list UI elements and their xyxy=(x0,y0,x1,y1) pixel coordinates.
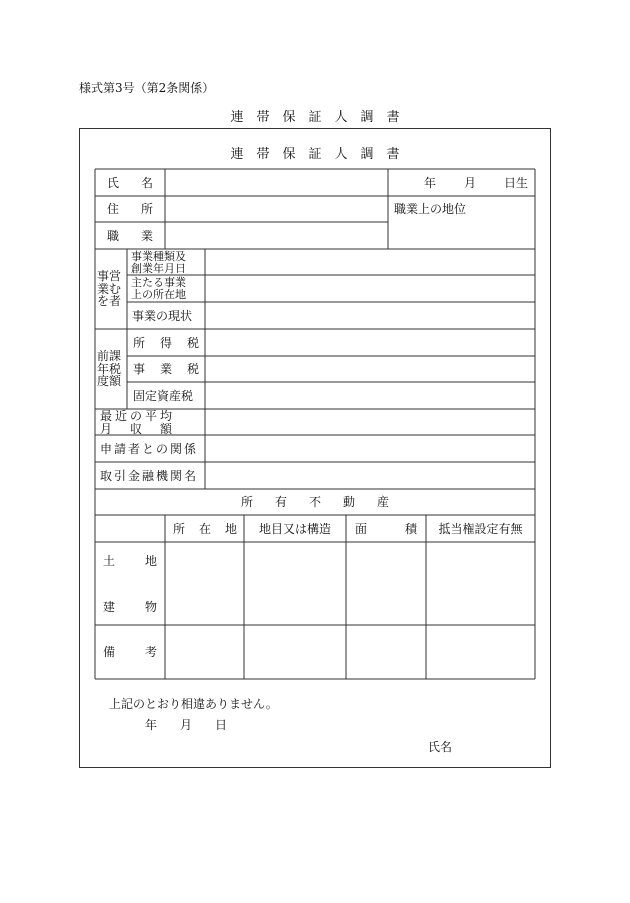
bank-field[interactable] xyxy=(206,463,534,489)
property-tax-field[interactable] xyxy=(206,383,534,409)
monthly-income-field[interactable] xyxy=(206,410,534,435)
tax-group-label: 前課 年税 度額 xyxy=(97,349,122,389)
real-estate-title: 所有不動産 xyxy=(240,495,411,510)
land-label: 土 地 xyxy=(103,553,157,568)
re-header-area: 面 積 xyxy=(355,521,417,536)
income-tax-label: 所 得 税 xyxy=(133,335,199,350)
business-location-label: 主たる事業 上の所在地 xyxy=(131,276,186,301)
birth-date: 年 月 日生 xyxy=(424,175,528,190)
monthly-income-label: 最近の平均 月 収 額 xyxy=(100,408,176,436)
property-tax-label: 固定資産税 xyxy=(133,388,194,403)
building-label: 建 物 xyxy=(103,599,157,614)
re-header-location: 所 在 地 xyxy=(173,521,237,536)
signature-field[interactable] xyxy=(455,734,535,754)
re-header-category: 地目又は構造 xyxy=(258,521,331,536)
business-location-field[interactable] xyxy=(206,276,534,302)
date-month-label: 月 xyxy=(180,718,193,732)
relationship-field[interactable] xyxy=(206,436,534,462)
business-tax-field[interactable] xyxy=(206,357,534,382)
business-type-label: 事業種類及 創業年月日 xyxy=(131,249,186,275)
re-header-mortgage: 抵当権設定有無 xyxy=(438,521,523,536)
remarks-field[interactable] xyxy=(166,626,534,678)
address-field[interactable] xyxy=(166,197,387,222)
re-location-field[interactable] xyxy=(166,543,243,625)
page-title: 連帯保証人調書 xyxy=(230,110,413,125)
re-area-field[interactable] xyxy=(347,543,425,625)
date-day-label: 日 xyxy=(215,718,228,732)
re-mortgage-field[interactable] xyxy=(427,543,534,625)
re-category-field[interactable] xyxy=(245,543,345,625)
remarks-label: 備 考 xyxy=(103,644,157,659)
address-label: 住 所 xyxy=(107,202,153,217)
position-label: 職業上の地位 xyxy=(394,201,467,216)
occupation-field[interactable] xyxy=(166,223,387,249)
business-status-field[interactable] xyxy=(206,303,534,329)
business-type-field[interactable] xyxy=(206,250,534,275)
signature-label: 氏名 xyxy=(428,740,453,754)
business-status-label: 事業の現状 xyxy=(132,308,193,323)
name-field[interactable] xyxy=(166,170,387,196)
relationship-label: 申請者との関係 xyxy=(100,441,199,456)
business-tax-label: 事 業 税 xyxy=(133,362,199,377)
form-inner-title: 連帯保証人調書 xyxy=(230,147,413,162)
business-group-label: 事営 業む を者 xyxy=(97,269,122,309)
form-number: 様式第3号（第2条関係） xyxy=(79,81,215,95)
bank-label: 取引金融機関名 xyxy=(100,468,199,483)
declaration-text: 上記のとおり相違ありません。 xyxy=(109,697,278,711)
occupation-label: 職 業 xyxy=(107,228,153,243)
position-field[interactable] xyxy=(389,220,534,248)
date-year-label: 年 xyxy=(145,718,158,732)
name-label: 氏 名 xyxy=(107,175,153,190)
income-tax-field[interactable] xyxy=(206,330,534,356)
